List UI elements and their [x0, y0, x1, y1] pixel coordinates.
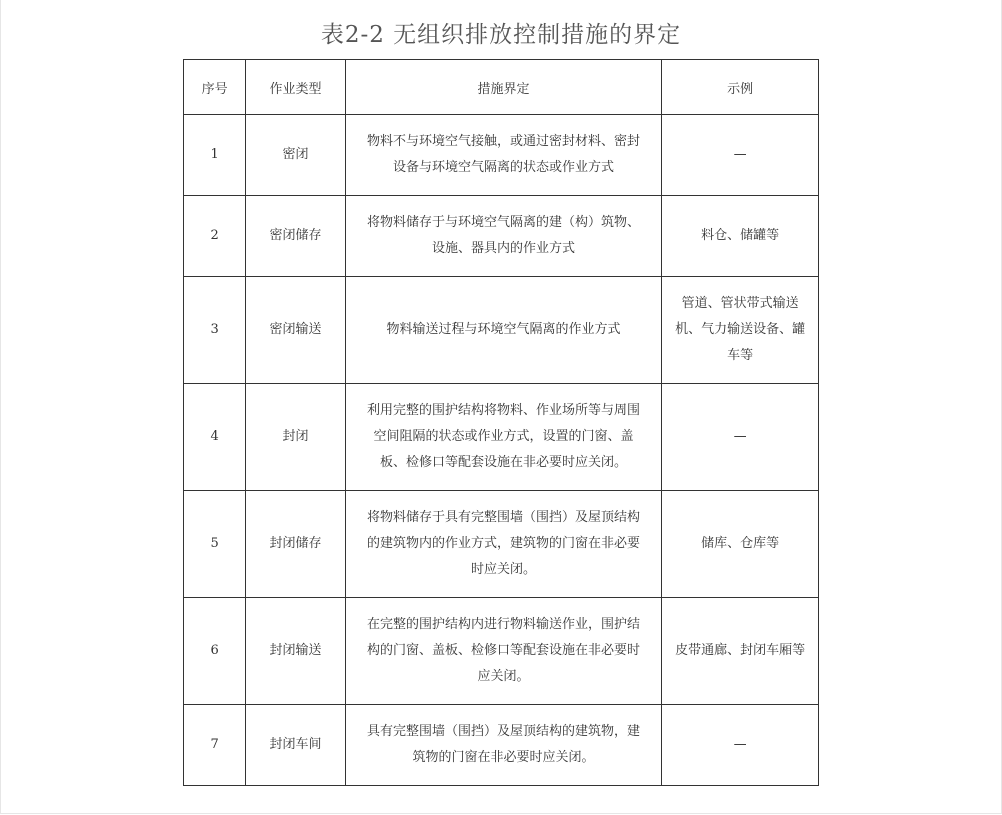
- row-definition: 在完整的围护结构内进行物料输送作业，围护结 构的门窗、盖板、检修口等配套设施在非必要时 应关闭。: [366, 617, 640, 684]
- header-definition: 措施界定: [345, 60, 661, 115]
- row-type: 密闭储存: [269, 228, 322, 243]
- row-definition: 利用完整的围护结构将物料、作业场所等与周围 空间阻隔的状态或作业方式，设置的门窗、盖 板、检修口等配套设施在非必要时应关闭。: [366, 403, 640, 470]
- row-type: 封闭储存: [269, 536, 322, 551]
- row-example: 皮带通廊、封闭车厢等: [675, 643, 806, 658]
- row-number: 4: [210, 429, 219, 444]
- row-definition: 具有完整围墙（围挡）及屋顶结构的建筑物，建 筑物的门窗在非必要时应关闭。: [366, 724, 640, 765]
- row-number: 1: [210, 147, 219, 162]
- header-type: 作业类型: [246, 60, 345, 115]
- row-example: —: [733, 147, 747, 162]
- row-example: —: [733, 429, 747, 444]
- row-definition: 物料不与环境空气接触，或通过密封材料、密封 设备与环境空气隔离的状态或作业方式: [366, 134, 640, 175]
- row-type: 密闭: [282, 147, 309, 162]
- definition-table: [183, 59, 819, 786]
- row-type: 封闭: [282, 429, 309, 444]
- table-row: [184, 491, 819, 598]
- row-number: 3: [210, 322, 219, 337]
- table-row: [184, 115, 819, 196]
- row-example: 料仓、储罐等: [701, 228, 780, 243]
- row-definition: 将物料储存于与环境空气隔离的建（构）筑物、 设施、器具内的作业方式: [366, 215, 640, 256]
- row-definition: 物料输送过程与环境空气隔离的作业方式: [386, 322, 621, 337]
- table-row: [184, 277, 819, 384]
- row-example: 储库、仓库等: [701, 536, 780, 551]
- table-header-row: [184, 60, 819, 115]
- header-example: 示例: [662, 60, 819, 115]
- header-no: 序号: [184, 60, 246, 115]
- row-example: —: [733, 737, 747, 752]
- table-row: [184, 384, 819, 491]
- row-number: 2: [210, 228, 219, 243]
- row-number: 5: [210, 536, 219, 551]
- table-row: [184, 196, 819, 277]
- row-example: 管道、管状带式输送 机、气力输送设备、罐 车等: [675, 296, 806, 363]
- row-type: 封闭输送: [269, 643, 322, 658]
- table-title: 表2-2 无组织排放控制措施的界定: [320, 22, 682, 48]
- table-row: [184, 705, 819, 786]
- row-definition: 将物料储存于具有完整围墙（围挡）及屋顶结构 的建筑物内的作业方式，建筑物的门窗在非必要 时应关闭。: [366, 510, 640, 577]
- row-type: 密闭输送: [269, 322, 322, 337]
- row-number: 7: [210, 737, 219, 752]
- row-type: 封闭车间: [269, 737, 322, 752]
- table-row: [184, 598, 819, 705]
- row-number: 6: [210, 643, 219, 658]
